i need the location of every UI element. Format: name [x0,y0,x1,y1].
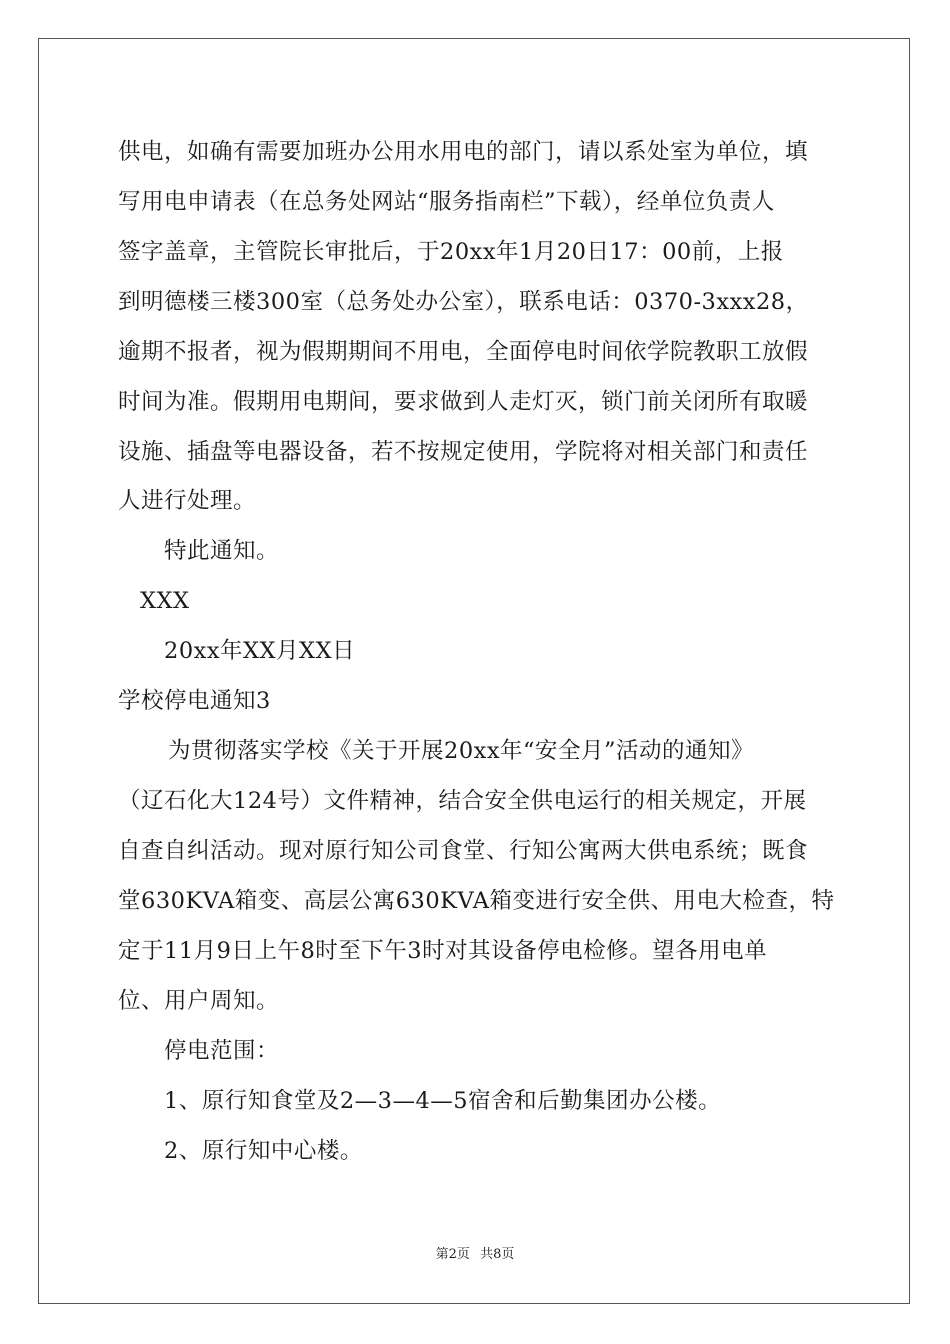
body-line: 签字盖章，主管院长审批后，于20xx年1月20日17：00前，上报 [118,239,784,265]
body-line: 为贯彻落实学校《关于开展20xx年“安全月”活动的通知》 [168,738,755,764]
section-heading: 学校停电通知3 [118,688,271,714]
signature: XXX [140,588,190,614]
body-line: 自查自纠活动。现对原行知公司食堂、行知公寓两大供电系统；既食 [118,838,809,864]
date-line: 20xx年XX月XX日 [164,638,356,664]
page-footer [0,1246,950,1264]
closing-text: 特此通知。 [164,538,280,564]
body-line: 人进行处理。 [118,488,257,514]
body-line: 写用电申请表（在总务处网站“服务指南栏”下载），经单位负责人 [118,189,775,215]
page-total: 共8页 [480,1247,515,1262]
body-line: 设施、插盘等电器设备，若不按规定使用，学院将对相关部门和责任 [118,439,809,465]
body-line: （辽石化大124号）文件精神，结合安全供电运行的相关规定，开展 [118,788,807,814]
body-line: 位、用户周知。 [118,988,280,1014]
page-number: 第2页 [435,1247,470,1262]
body-line: 定于11月9日上午8时至下午3时对其设备停电检修。望各用电单 [118,938,768,964]
list-heading: 停电范围： [164,1038,280,1064]
body-line: 到明德楼三楼300室（总务处办公室），联系电话：0370-3xxx28， [118,289,809,315]
body-line: 时间为准。假期用电期间，要求做到人走灯灭，锁门前关闭所有取暖 [118,389,809,415]
body-line: 堂630KVA箱变、高层公寓630KVA箱变进行安全供、用电大检查，特 [118,888,835,914]
body-line: 供电，如确有需要加班办公用水用电的部门，请以系处室为单位，填 [118,139,809,165]
list-item: 1、原行知食堂及2—3—4—5宿舍和后勤集团办公楼。 [164,1088,722,1114]
body-line: 逾期不报者，视为假期期间不用电，全面停电时间依学院教职工放假 [118,339,809,365]
list-item: 2、原行知中心楼。 [164,1138,363,1164]
